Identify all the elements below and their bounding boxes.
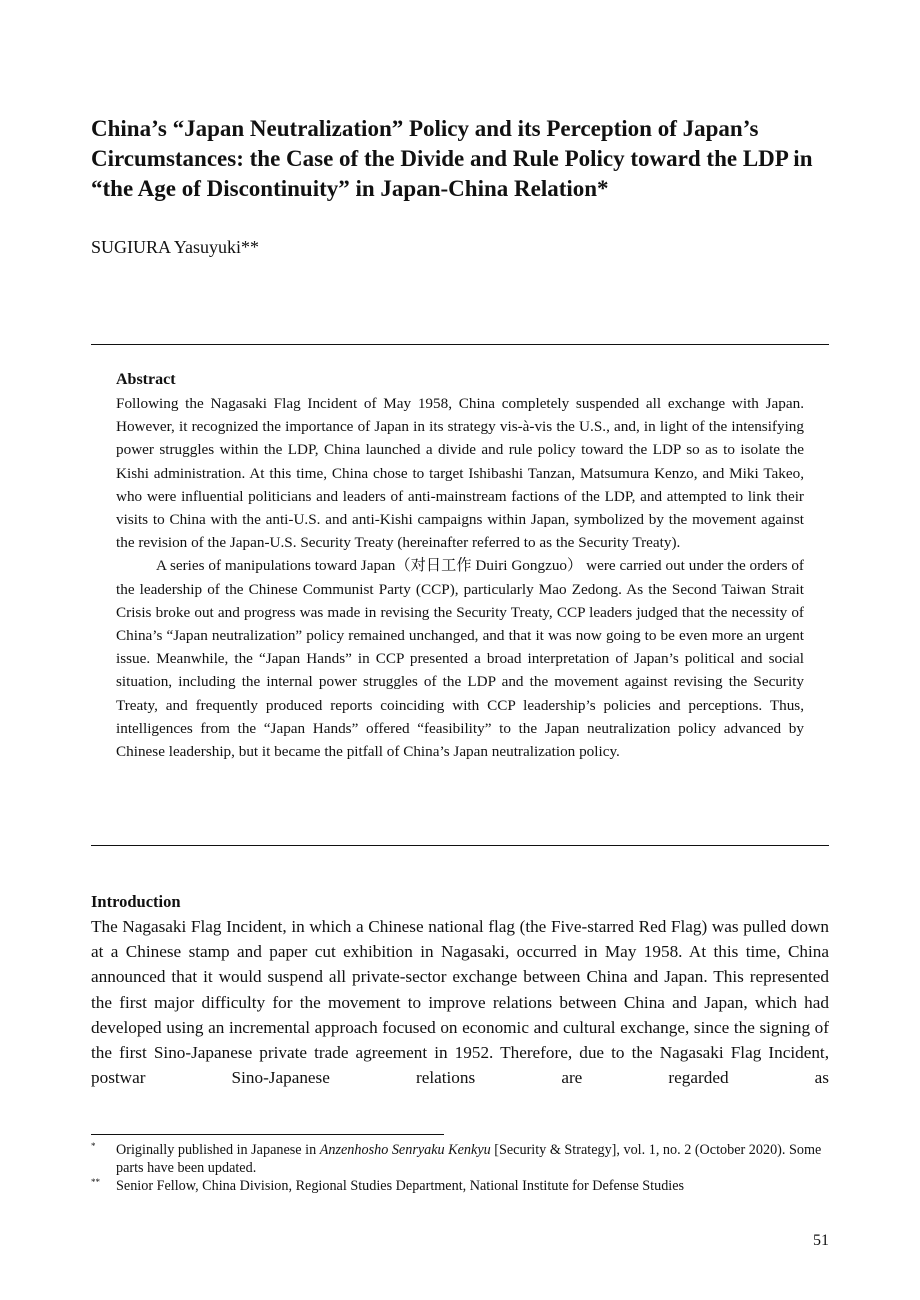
footnote-divider bbox=[91, 1134, 444, 1135]
abstract-section bbox=[116, 368, 804, 763]
introduction-heading: Introduction bbox=[91, 892, 181, 911]
abstract-bottom-divider bbox=[91, 845, 829, 846]
page-number: 51 bbox=[813, 1232, 829, 1249]
footnotes bbox=[91, 1141, 829, 1195]
footnote-1-journal: Anzenhosho Senryaku Kenkyu bbox=[319, 1142, 491, 1158]
footnote-2-text: Senior Fellow, China Division, Regional Studies Department, National Institute for Defense Studies bbox=[116, 1178, 685, 1194]
introduction-paragraph: The Nagasaki Flag Incident, in which a Chinese national flag (the Five-starred Red Flag) was pulled down at a Chinese stamp and paper cut exhibition in Nagasaki, occurred in May 1958. At this time, China announced that it would suspend all private-sector exchange between China and Japan. This represented the first major difficulty for the movement to improve relations between China and Japan, which had developed using an incremental approach focused on economic and cultural exchange, since the signing of the first Sino-Japanese private trade agreement in 1952. Therefore, due to the Nagasaki Flag Incident, postwar Sino-Japanese relations are regarded as bbox=[91, 917, 829, 1088]
abstract-paragraph-2: A series of manipulations toward Japan（对日工作 Duiri Gongzuo） were carried out under the orders of the leadership of the Chinese Communist Party (CCP), particularly Mao Zedong. As the Second Taiwan Strait Crisis broke out and progress was made in revising the Security Treaty, CCP leaders judged that the necessity of China’s “Japan neutralization” policy remained unchanged, and that it was now going to be even more an urgent issue. Meanwhile, the “Japan Hands” in CCP presented a broad interpretation of Japan’s political and social situation, including the internal power struggles of the LDP and the movement against revising the Security Treaty, and frequently produced reports coinciding with CCP leadership’s policies and perceptions. Thus, intelligences from the “Japan Hands” offered “feasibility” to the Japan neutralization policy advanced by Chinese leadership, but it became the pitfall of China’s Japan neutralization policy. bbox=[116, 557, 804, 761]
abstract-top-divider bbox=[91, 344, 829, 345]
introduction-section bbox=[91, 890, 829, 1090]
author-name: SUGIURA Yasuyuki** bbox=[91, 237, 260, 257]
abstract-paragraph-1: Following the Nagasaki Flag Incident of May 1958, China completely suspended all exchange with Japan. However, it recognized the importance of Japan in its strategy vis-à-vis the U.S., and, in light of the intensifying power struggles within the LDP, China launched a divide and rule policy toward the LDP so as to isolate the Kishi administration. At this time, China chose to target Ishibashi Tanzan, Matsumura Kenzo, and Miki Takeo, who were influential politicians and leaders of anti-mainstream factions of the LDP, and attempted to link their visits to China with the anti-U.S. and anti-Kishi campaigns within Japan, symbolized by the movement against the revision of the Japan-U.S. Security Treaty (hereinafter referred to as the Security Treaty). bbox=[116, 395, 804, 552]
footnote-2-mark: ** bbox=[91, 1177, 100, 1187]
footnote-1 bbox=[91, 1141, 829, 1177]
paper-title: China’s “Japan Neutralization” Policy and its Perception of Japan’s Circumstances: the Case of the Divide and Rule Policy toward the LDP in “the Age of Discontinuity” in Japan-China Relation* bbox=[91, 116, 813, 201]
footnote-1-post: [Security & Strategy], vol. 1, no. 2 (October 2020). Some parts have been updated. bbox=[116, 1142, 822, 1176]
footnote-2 bbox=[91, 1177, 829, 1195]
abstract-heading: Abstract bbox=[116, 371, 176, 388]
footnote-1-pre: Originally published in Japanese in bbox=[116, 1142, 320, 1158]
footnote-1-mark: * bbox=[91, 1141, 96, 1151]
